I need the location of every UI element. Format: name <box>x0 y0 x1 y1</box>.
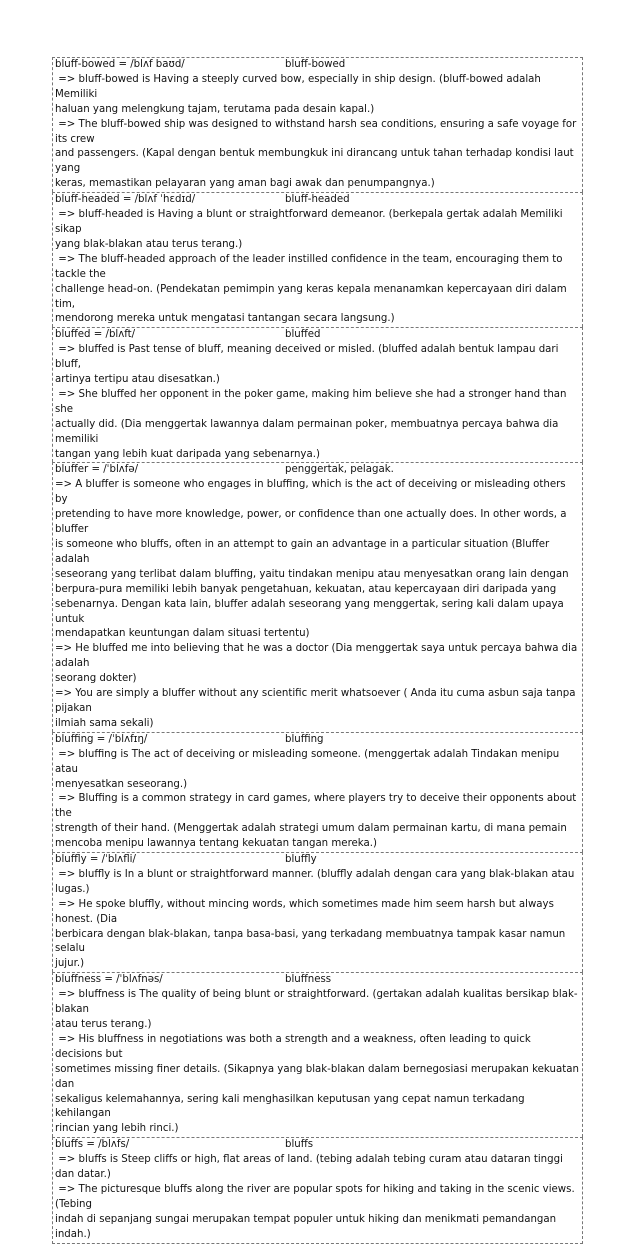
entry-text-line: mendapatkan keuntungan dalam situasi tertentu) <box>55 628 310 640</box>
entry-translation: bluff-headed <box>285 194 350 206</box>
vocabulary-entry <box>52 972 583 1137</box>
entry-text-line: => The picturesque bluffs along the river are popular spots for hiking and taking in the scenic views. (Tebing <box>55 1183 578 1210</box>
entry-text-line: => bluffly is In a blunt or straightforward manner. (bluffly adalah dengan cara yang blak-blakan atau lugas.) <box>55 868 578 895</box>
entry-heading <box>55 973 580 988</box>
entry-translation: bluffly <box>285 854 317 866</box>
entry-text-line: menyesatkan seseorang.) <box>55 778 188 790</box>
vocabulary-entry <box>52 327 583 462</box>
entry-text-line: => She bluffed her opponent in the poker game, making him believe she had a stronger hand than she <box>55 388 570 415</box>
entry-translation: bluff-bowed <box>285 59 346 70</box>
entry-text-line: => bluffed is Past tense of bluff, meaning deceived or misled. (bluffed adalah bentuk lampau dari bluff, <box>55 344 562 371</box>
entry-text-line: is someone who bluffs, often in an attempt to gain an advantage in a particular situation (Bluffer adalah <box>55 539 553 565</box>
entry-text-line: berpura-pura memiliki lebih banyak pengetahuan, kekuatan, atau kepercayaan diri daripada yang <box>55 583 557 595</box>
entry-text-line: => The bluff-headed approach of the leader instilled confidence in the team, encouraging them to tackle the <box>55 253 566 280</box>
entry-text-line: => bluffs is Steep cliffs or high, flat areas of land. (tebing adalah tebing curam atau dataran tinggi dan datar.) <box>55 1154 567 1181</box>
entry-text-line: challenge head-on. (Pendekatan pemimpin yang keras kepala menanamkan kepercayaan diri dalam tim, <box>55 283 570 310</box>
entry-text-line: haluan yang melengkung tajam, terutama pada desain kapal.) <box>55 103 375 115</box>
entry-translation: penggertak, pelagak. <box>285 464 394 476</box>
entry-text-line: berbicara dengan blak-blakan, tanpa basa-basi, yang terkadang membuatnya tampak kasar namun selalu <box>55 928 569 955</box>
entry-text-line: atau terus terang.) <box>55 1019 152 1030</box>
vocabulary-entry <box>52 732 583 852</box>
entry-term-pronunciation: bluffed = /blʌft/ <box>55 329 136 341</box>
entry-text-line: seseorang yang terlibat dalam bluffing, yaitu tindakan menipu atau menyesatkan orang lain dengan <box>55 568 569 580</box>
entry-heading <box>55 463 580 478</box>
entry-text-line: => A bluffer is someone who engages in bluffing, which is the act of deceiving or misleading others by <box>55 479 569 506</box>
entry-heading <box>55 193 580 208</box>
vocabulary-document <box>52 57 583 1244</box>
entry-text-line: actually did. (Dia menggertak lawannya dalam permainan poker, membuatnya percaya bahwa dia memiliki <box>55 418 562 445</box>
entry-translation: bluffness <box>285 974 332 986</box>
entry-text-line: sebenarnya. Dengan kata lain, bluffer adalah seseorang yang menggertak, sering kali dalam upaya untuk <box>55 598 567 625</box>
entry-text-line: artinya tertipu atau disesatkan.) <box>55 374 220 386</box>
entry-heading <box>55 853 580 868</box>
entry-text-line: mendorong mereka untuk mengatasi tantangan secara langsung.) <box>55 313 395 325</box>
entry-text-line: => He bluffed me into believing that he was a doctor (Dia menggertak saya untuk percaya bahwa dia adalah <box>55 643 581 670</box>
entry-text-line: strength of their hand. (Menggertak adalah strategi umum dalam permainan kartu, di mana pemain <box>55 823 567 835</box>
entry-term-pronunciation: bluffing = /ˈblʌfɪŋ/ <box>55 733 148 745</box>
vocabulary-entry <box>52 852 583 972</box>
entry-heading <box>55 733 580 748</box>
entry-text-line: => bluffing is The act of deceiving or misleading someone. (menggertak adalah Tindakan menipu atau <box>55 748 563 775</box>
entry-term-pronunciation: bluff-bowed = /blʌf baʊd/ <box>55 59 185 70</box>
entry-text-line: => bluff-headed is Having a blunt or straightforward demeanor. (berkepala gertak adalah Memiliki sikap <box>55 209 566 235</box>
entry-text-line: and passengers. (Kapal dengan bentuk membungkuk ini dirancang untuk tahan terhadap kondisi laut yang <box>55 148 577 175</box>
vocabulary-entry <box>52 1137 583 1243</box>
entry-text-line: => bluffness is The quality of being blunt or straightforward. (gertakan adalah kualitas bersikap blak-blakan <box>55 989 578 1016</box>
entry-text-line: jujur.) <box>55 958 85 970</box>
entry-term-pronunciation: bluffly = /ˈblʌfli/ <box>55 854 136 866</box>
entry-text-line: => His bluffness in negotiations was both a strength and a weakness, often leading to quick decisions but <box>55 1033 534 1060</box>
entry-term-pronunciation: bluffs = /blʌfs/ <box>55 1139 130 1151</box>
entry-term-pronunciation: bluff-headed = /blʌf ˈhɛdɪd/ <box>55 194 196 206</box>
entry-text-line: pretending to have more knowledge, power, or confidence than one actually does. In other words, a bluffer <box>55 509 570 536</box>
entry-text-line: => You are simply a bluffer without any scientific merit whatsoever ( Anda itu cuma asbun saja tanpa pijakan <box>55 688 579 714</box>
entry-text-line: sometimes missing finer details. (Sikapnya yang blak-blakan dalam bernegosiasi merupakan kekuatan dan <box>55 1063 583 1090</box>
entry-text-line: sekaligus kelemahannya, sering kali menghasilkan keputusan yang cepat namun terkadang kehilangan <box>55 1093 528 1120</box>
entry-term-pronunciation: bluffness = /ˈblʌfnəs/ <box>55 974 163 986</box>
vocabulary-entry <box>52 462 583 731</box>
entry-text-line: => Bluffing is a common strategy in card games, where players try to deceive their opponents about the <box>55 793 580 820</box>
entry-text-line: => He spoke bluffly, without mincing words, which sometimes made him seem harsh but always honest. (Dia <box>55 898 558 925</box>
entry-heading <box>55 58 580 73</box>
entry-translation: bluffed <box>285 329 321 341</box>
entry-text-line: mencoba menipu lawannya tentang kekuatan tangan mereka.) <box>55 838 377 850</box>
entry-heading <box>55 328 580 343</box>
vocabulary-entry <box>52 57 583 192</box>
entry-text-line: indah di sepanjang sungai merupakan tempat populer untuk hiking dan menikmati pemandangan indah.) <box>55 1213 560 1240</box>
vocabulary-entry <box>52 192 583 327</box>
entry-text-line: keras, memastikan pelayaran yang aman bagi awak dan penumpangnya.) <box>55 178 435 190</box>
entry-translation: bluffs <box>285 1139 314 1151</box>
entry-text-line: rincian yang lebih rinci.) <box>55 1123 179 1135</box>
entry-heading <box>55 1138 580 1153</box>
entry-text-line: seorang dokter) <box>55 673 137 685</box>
entry-text-line: => The bluff-bowed ship was designed to withstand harsh sea conditions, ensuring a safe voyage for its crew <box>55 118 580 145</box>
entry-term-pronunciation: bluffer = /ˈblʌfə/ <box>55 464 139 476</box>
entry-translation: bluffing <box>285 733 324 745</box>
entry-text-line: yang blak-blakan atau terus terang.) <box>55 238 243 250</box>
entry-text-line: tangan yang lebih kuat daripada yang sebenarnya.) <box>55 448 320 460</box>
entry-text-line: => bluff-bowed is Having a steeply curved bow, especially in ship design. (bluff-bowed adalah Memiliki <box>55 73 545 100</box>
entry-text-line: ilmiah sama sekali) <box>55 717 154 729</box>
